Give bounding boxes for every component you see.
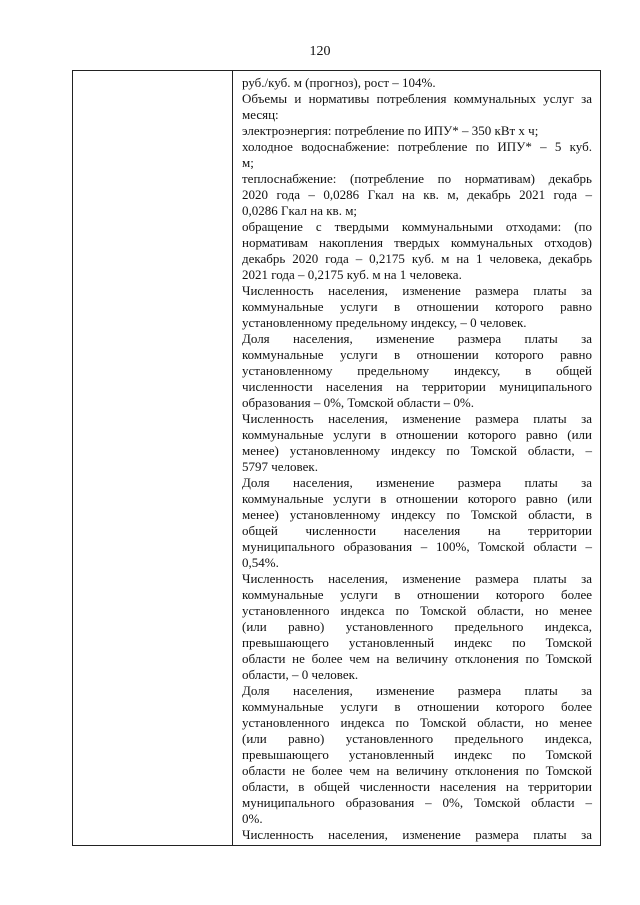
- text-line: установленного индекса по Томской области, но менее: [242, 715, 592, 730]
- table-left-column: [73, 71, 233, 845]
- text-line: (или равно) установленного предельного индекса,: [242, 731, 592, 746]
- text-line: превышающего установленный индекс по Томской: [242, 635, 592, 650]
- text-line: 0,54%.: [242, 555, 279, 570]
- text-line: Численность населения, изменение размера платы за: [242, 283, 592, 298]
- text-line: (или равно) установленного предельного индекса,: [242, 619, 592, 634]
- text-line: электроэнергия: потребление по ИПУ* – 350 кВт х ч;: [242, 123, 539, 138]
- text-line: нормативам накопления твердых коммунальных отходов): [242, 235, 592, 250]
- text-line: установленному предельному индексу, в общей: [242, 363, 592, 378]
- text-line: Доля населения, изменение размера платы за: [242, 683, 592, 698]
- text-line: 5797 человек.: [242, 459, 318, 474]
- text-line: области, в общей численности населения на территории: [242, 779, 592, 794]
- text-line: области не более чем на величину отклонения по Томской: [242, 763, 592, 778]
- text-line: руб./куб. м (прогноз), рост – 104%.: [242, 75, 436, 90]
- text-line: менее) установленному индексу по Томской области, –: [242, 443, 592, 458]
- text-line: установленного индекса по Томской области, но менее: [242, 603, 592, 618]
- text-line: образования – 0%, Томской области – 0%.: [242, 395, 475, 410]
- text-line: Объемы и нормативы потребления коммунальных услуг за: [242, 91, 592, 106]
- text-line: теплоснабжение: (потребление по нормативам) декабрь: [242, 171, 592, 186]
- text-line: области, – 0 человек.: [242, 667, 359, 682]
- text-line: 2020 года – 0,0286 Гкал на кв. м, декабрь 2021 года –: [242, 187, 592, 202]
- text-line: 0%.: [242, 811, 263, 826]
- text-line: обращение с твердыми коммунальными отходами: (по: [242, 219, 592, 234]
- text-line: Доля населения, изменение размера платы за: [242, 331, 592, 346]
- text-line: коммунальные услуги в отношении которого равно: [242, 347, 592, 362]
- text-line: менее) установленному индексу по Томской области, в: [242, 507, 592, 522]
- text-line: 2021 года – 0,2175 куб. м на 1 человека.: [242, 267, 462, 282]
- document-table: [72, 70, 601, 846]
- text-line: Численность населения, изменение размера платы за: [242, 571, 592, 586]
- text-line: общей численности населения на территории: [242, 523, 592, 538]
- text-line: коммунальные услуги в отношении которого равно (или: [242, 491, 592, 506]
- text-line: коммунальные услуги в отношении которого равно: [242, 299, 592, 314]
- text-line: превышающего установленный индекс по Томской: [242, 747, 592, 762]
- text-line: м;: [242, 155, 254, 170]
- text-line: коммунальные услуги в отношении которого более: [242, 699, 592, 714]
- text-line: холодное водоснабжение: потребление по ИПУ* – 5 куб.: [242, 139, 592, 154]
- text-line: месяц:: [242, 107, 279, 122]
- text-line: коммунальные услуги в отношении которого более: [242, 587, 592, 602]
- text-line: муниципального образования – 100%, Томской области –: [242, 539, 592, 554]
- text-line: Численность населения, изменение размера платы за: [242, 411, 592, 426]
- text-line: декабрь 2020 года – 0,2175 куб. м на 1 человека, декабрь: [242, 251, 592, 266]
- page-number: 120: [309, 44, 331, 59]
- text-line: численности населения на территории муниципального: [242, 379, 592, 394]
- text-line: Численность населения, изменение размера платы за: [242, 827, 592, 842]
- text-line: коммунальные услуги в отношении которого равно (или: [242, 427, 592, 442]
- text-line: установленному предельному индексу, – 0 человек.: [242, 315, 527, 330]
- text-line: муниципального образования – 0%, Томской области –: [242, 795, 592, 810]
- text-line: 0,0286 Гкал на кв. м;: [242, 203, 358, 218]
- text-line: Доля населения, изменение размера платы за: [242, 475, 592, 490]
- text-line: области не более чем на величину отклонения по Томской: [242, 651, 592, 666]
- table-cell-text: [242, 75, 592, 843]
